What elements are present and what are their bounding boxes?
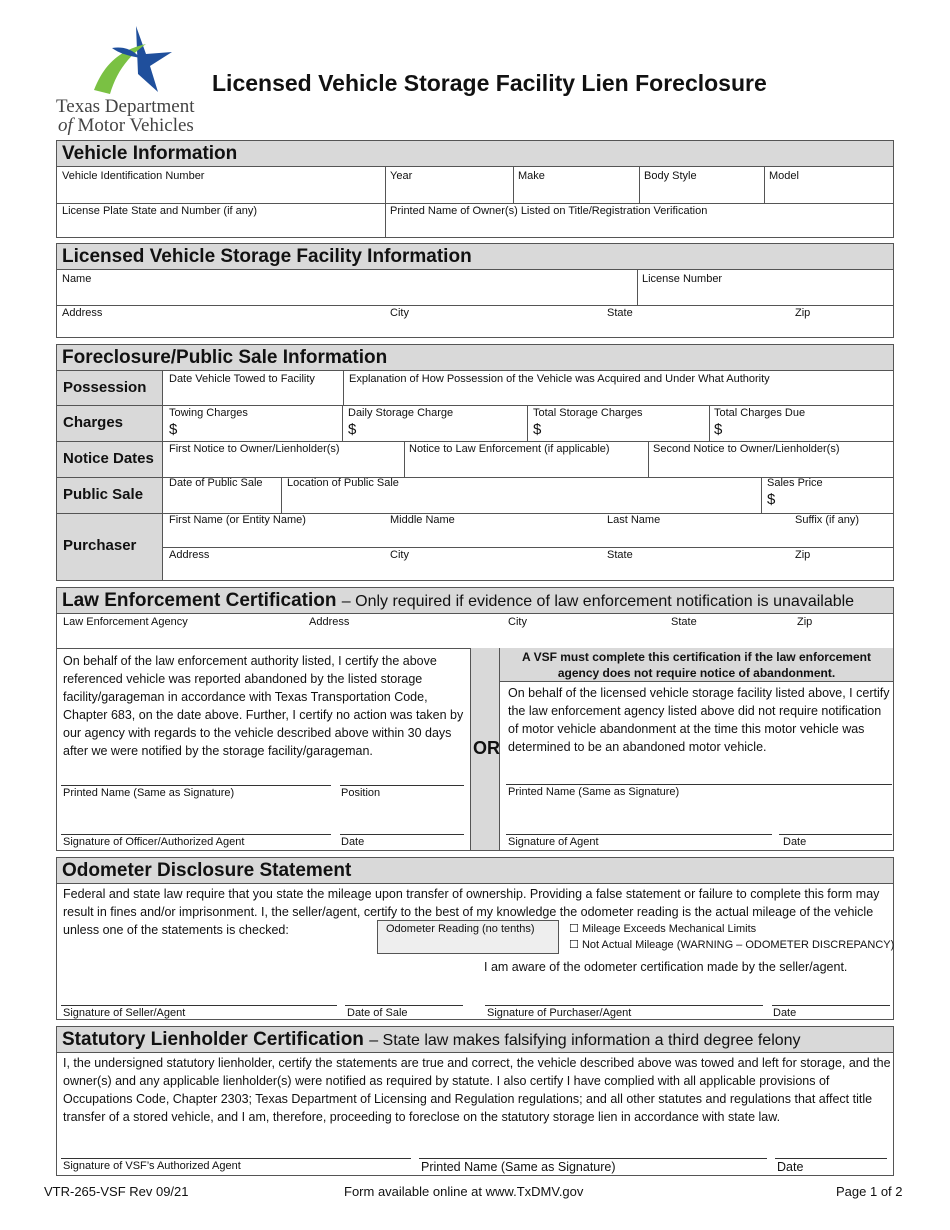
foreclosure-title: Foreclosure/Public Sale Information xyxy=(62,347,388,368)
vsf-heading: A VSF must complete this certification if the law enforcement agency does not require notice of abandonment. xyxy=(500,648,893,682)
law-section xyxy=(56,587,894,851)
statutory-printed-name-field[interactable]: Printed Name (Same as Signature) xyxy=(421,1160,616,1174)
statutory-section xyxy=(56,1026,894,1176)
mileage-exceeds-label: Mileage Exceeds Mechanical Limits xyxy=(581,923,757,935)
odometer-title: Odometer Disclosure Statement xyxy=(62,860,352,881)
txdmv-logo xyxy=(54,24,214,136)
logo-text-mv: Motor Vehicles xyxy=(77,115,194,136)
logo-text-of: of xyxy=(58,115,73,136)
daily-storage-field[interactable]: Daily Storage Charge xyxy=(348,407,454,419)
or-divider xyxy=(470,648,500,850)
plate-field[interactable]: License Plate State and Number (if any) xyxy=(62,205,258,217)
date-sale-field[interactable]: Date of Public Sale xyxy=(169,477,263,489)
vsf-signature-field[interactable]: Signature of Agent xyxy=(508,836,599,848)
purchaser-state-field[interactable]: State xyxy=(607,549,633,561)
possession-label: Possession xyxy=(63,379,147,396)
seller-signature-field[interactable]: Signature of Seller/Agent xyxy=(63,1007,186,1019)
foreclosure-section xyxy=(56,344,894,581)
model-field[interactable]: Model xyxy=(769,170,799,182)
facility-zip-field[interactable]: Zip xyxy=(795,307,811,319)
purchaser-last-name-field[interactable]: Last Name xyxy=(607,514,661,526)
charges-label: Charges xyxy=(63,414,124,431)
le-date-field[interactable]: Date xyxy=(341,836,365,848)
statutory-title: Statutory Lienholder Certification xyxy=(62,1029,364,1050)
not-actual-mileage-label: Not Actual Mileage (WARNING – ODOMETER DISCREPANCY) xyxy=(581,939,895,951)
explanation-field[interactable]: Explanation of How Possession of the Vehicle was Acquired and Under What Authority xyxy=(349,373,770,385)
first-notice-field[interactable]: First Notice to Owner/Lienholder(s) xyxy=(169,443,340,455)
le-city-field[interactable]: City xyxy=(508,616,527,628)
total-storage-field[interactable]: Total Storage Charges xyxy=(533,407,643,419)
le-state-field[interactable]: State xyxy=(671,616,697,628)
make-field[interactable]: Make xyxy=(518,170,545,182)
vehicle-title: Vehicle Information xyxy=(62,143,238,164)
public-sale-label: Public Sale xyxy=(63,486,144,503)
law-subtitle: – Only required if evidence of law enforcement notification is unavailable xyxy=(341,593,855,610)
daily-currency: $ xyxy=(348,421,357,438)
purchaser-zip-field[interactable]: Zip xyxy=(795,549,811,561)
mileage-exceeds-checkbox[interactable] xyxy=(569,922,756,935)
facility-name-field[interactable]: Name xyxy=(62,273,92,285)
le-signature-field[interactable]: Signature of Officer/Authorized Agent xyxy=(63,836,245,848)
statutory-subtitle: – State law makes falsifying information a third degree felony xyxy=(369,1032,801,1049)
towing-charges-field[interactable]: Towing Charges xyxy=(169,407,248,419)
purchaser-label: Purchaser xyxy=(63,537,137,554)
vsf-printed-name-field[interactable]: Printed Name (Same as Signature) xyxy=(508,786,680,798)
owner-field[interactable]: Printed Name of Owner(s) Listed on Title/Registration Verification xyxy=(390,205,708,217)
odometer-reading-label: Odometer Reading (no tenths) xyxy=(386,923,535,935)
logo-text-line1: Texas Department xyxy=(56,96,195,117)
page-number: Page 1 of 2 xyxy=(836,1184,903,1199)
sales-price-field[interactable]: Sales Price xyxy=(767,477,823,489)
purchaser-address-field[interactable]: Address xyxy=(169,549,210,561)
vin-field[interactable]: Vehicle Identification Number xyxy=(62,170,205,182)
vsf-agent-signature-field[interactable]: Signature of VSF’s Authorized Agent xyxy=(63,1160,241,1172)
purchaser-date-field[interactable]: Date xyxy=(773,1007,797,1019)
facility-title: Licensed Vehicle Storage Facility Information xyxy=(62,246,472,267)
second-notice-field[interactable]: Second Notice to Owner/Lienholder(s) xyxy=(653,443,840,455)
form-id: VTR-265-VSF Rev 09/21 xyxy=(44,1184,189,1199)
sales-price-currency: $ xyxy=(767,491,776,508)
le-printed-name-field[interactable]: Printed Name (Same as Signature) xyxy=(63,787,235,799)
odometer-aware-text: I am aware of the odometer certification made by the seller/agent. xyxy=(484,960,848,974)
form-online-notice: Form available online at www.TxDMV.gov xyxy=(344,1184,584,1199)
towing-currency: $ xyxy=(169,421,178,438)
purchaser-signature-field[interactable]: Signature of Purchaser/Agent xyxy=(487,1007,632,1019)
star-logo-icon xyxy=(54,24,214,96)
le-address-field[interactable]: Address xyxy=(309,616,350,628)
vehicle-section xyxy=(56,140,894,238)
vsf-certification-text: On behalf of the licensed vehicle storage facility listed above, I certify the law enforcement agency listed above did not require notification of motor vehicle abandonment at the time this motor vehicle was determined to be an abandoned motor vehicle. xyxy=(508,686,890,754)
odometer-text: Federal and state law require that you state the mileage upon transfer of ownership. Providing a false statement or failure to complete this form may result in fines and/or imprisonment. I, the seller/agent, certify to the best of my knowledge the odometer reading is the actual mileage of the vehicle unless one of the statements is checked: xyxy=(63,887,880,937)
statutory-date-field[interactable]: Date xyxy=(777,1160,804,1174)
purchaser-city-field[interactable]: City xyxy=(390,549,409,561)
total-storage-currency: $ xyxy=(533,421,542,438)
vsf-date-field[interactable]: Date xyxy=(783,836,807,848)
year-field[interactable]: Year xyxy=(390,170,413,182)
or-label: OR xyxy=(473,738,500,758)
odometer-reading-field[interactable] xyxy=(377,920,559,954)
checkbox-icon: ☐ xyxy=(569,939,579,951)
facility-state-field[interactable]: State xyxy=(607,307,633,319)
purchaser-middle-name-field[interactable]: Middle Name xyxy=(390,514,455,526)
checkbox-icon: ☐ xyxy=(569,923,579,935)
purchaser-suffix-field[interactable]: Suffix (if any) xyxy=(795,514,859,526)
form-title: Licensed Vehicle Storage Facility Lien Foreclosure xyxy=(212,70,767,96)
statutory-text: I, the undersigned statutory lienholder, certify the statements are true and correct, the vehicle described above was towed and left for storage, and the owner(s) and any applicable lienholder(s) were notified as required by statute. I also certify I have complied with all applicable provisions of Occupations Code, Chapter 2303; Texas Department of Licensing and Regulation regulations; and all other statutes and regulations that affect title transfer of a stored vehicle, and I am, therefore, proceeding to foreclose on the statutory storage lien in accordance with state law. xyxy=(63,1056,891,1124)
body-style-field[interactable]: Body Style xyxy=(644,170,697,182)
total-due-currency: $ xyxy=(714,421,723,438)
logo-text-line2 xyxy=(58,115,194,137)
facility-section xyxy=(56,243,894,338)
not-actual-mileage-checkbox[interactable] xyxy=(569,938,894,951)
le-zip-field[interactable]: Zip xyxy=(797,616,813,628)
total-due-field[interactable]: Total Charges Due xyxy=(714,407,806,419)
le-certification-text: On behalf of the law enforcement authority listed, I certify the above referenced vehicle was reported abandoned by the listed storage facility/garageman in accordance with Texas Transportation Code, Chapter 683, on the date above. Further, I certify no action was taken by our agency with regards to the vehicle described above within 30 days after we were notified by the storage facility/garageman. xyxy=(63,654,464,758)
facility-address-field[interactable]: Address xyxy=(62,307,103,319)
odometer-section xyxy=(56,857,894,1020)
law-title: Law Enforcement Certification xyxy=(62,590,337,611)
date-towed-field[interactable]: Date Vehicle Towed to Facility xyxy=(169,373,315,385)
facility-city-field[interactable]: City xyxy=(390,307,409,319)
notice-dates-label: Notice Dates xyxy=(63,450,154,467)
notice-le-field[interactable]: Notice to Law Enforcement (if applicable) xyxy=(409,443,610,455)
location-sale-field[interactable]: Location of Public Sale xyxy=(287,477,399,489)
le-agency-field[interactable]: Law Enforcement Agency xyxy=(63,616,188,628)
facility-license-field[interactable]: License Number xyxy=(642,273,723,285)
purchaser-first-name-field[interactable]: First Name (or Entity Name) xyxy=(169,514,306,526)
date-of-sale-field[interactable]: Date of Sale xyxy=(347,1007,408,1019)
le-position-field[interactable]: Position xyxy=(341,787,381,799)
